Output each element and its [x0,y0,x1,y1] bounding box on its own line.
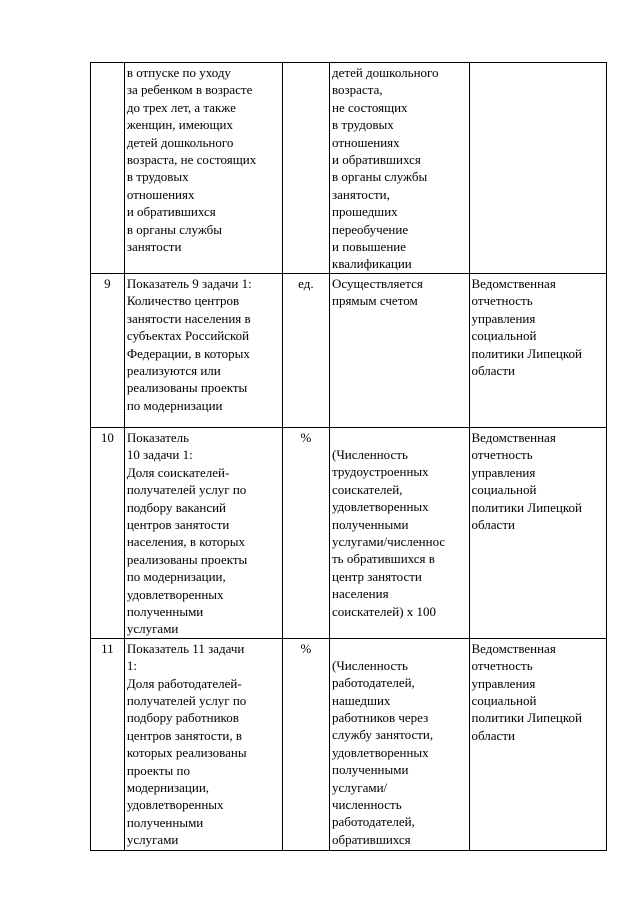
cell-text-line: управления [471,464,536,480]
cell-text-line: субъектах Российской [126,328,250,344]
row-number-cell [91,273,125,427]
indicators-table [90,62,607,851]
calculation-method-cell [330,273,470,427]
cell-text-line: удовлетворенных [126,586,224,602]
cell-text-line: (Численность [332,657,408,673]
cell-text-line: не состоящих [332,99,408,115]
cell-text-line: Показатель [126,429,190,445]
cell-text-line: реализуются или [126,362,221,378]
cell-text: % [300,429,312,445]
cell-text-line: численность [332,797,402,812]
cell-text-line: управления [471,675,536,691]
cell-text-line: работодателей, [332,675,415,691]
cell-text-line: возраста, не состоящих [126,152,257,168]
cell-text-line: в отпуске по уходу [126,65,231,80]
indicator-name-cell [124,63,282,274]
cell-text-line: отчетность [471,447,533,463]
cell-text-line: в трудовых [126,169,189,185]
calculation-method-cell [330,63,470,274]
table-row [91,638,607,850]
cell-text-line: соискателей, [332,481,403,497]
table-row [91,63,607,274]
cell-text-line: центров занятости [126,516,230,532]
cell-text-line: получателей услуг по [126,692,247,708]
cell-text: 11 [101,640,114,656]
cell-text-line: занятости [126,239,182,255]
cell-text-line: услугами/численнос [332,533,446,549]
data-source-cell [469,427,607,638]
cell-text-line: отчетность [471,293,533,309]
cell-text-line: и повышение [332,239,407,255]
cell-text-line: Доля соискателей- [126,464,230,480]
cell-text-line: области [471,516,515,532]
cell-text-line: квалификации [332,256,412,272]
unit-cell [282,427,329,638]
cell-text-line: проекты по [126,762,190,778]
cell-text-line: ть обратившихся в [332,551,435,567]
calculation-method-cell [330,638,470,850]
cell-text-line: занятости населения в [126,310,251,326]
cell-text: ед. [298,275,314,291]
cell-text-line: отчетность [471,658,533,674]
cell-text-line: области [471,362,515,378]
spacer [332,640,467,657]
cell-text-line: подбору работников [126,710,239,726]
unit-cell [282,273,329,427]
cell-text-line: полученными [332,516,409,532]
cell-text-line: политики Липецкой [471,345,582,361]
cell-text-line: подбору вакансий [126,499,227,515]
cell-text-line: за ребенком в возрасте [126,82,253,98]
cell-text-line: услугами [126,621,179,637]
cell-text-line: детей дошкольного [126,134,234,150]
cell-text-line: и обратившихся [332,152,421,168]
cell-text-line: полученными [126,814,204,830]
cell-text-line: получателей услуг по [126,482,247,498]
cell-text-line: области [471,727,515,743]
row-number-cell [91,638,125,850]
cell-text-line: Федерации, в которых [126,345,250,361]
cell-text-line: социальной [471,328,537,344]
cell-text-line: услугами [126,832,179,848]
cell-text-line: полученными [126,603,204,619]
cell-text-line: социальной [471,692,537,708]
cell-text-line: по модернизации, [126,569,226,585]
cell-text-line: центр занятости [332,568,422,584]
cell-text-line: прямым счетом [332,293,418,309]
cell-text-line: реализованы проекты [126,551,248,567]
cell-text: % [300,640,312,656]
table-row [91,273,607,427]
cell-text-line: в органы службы [332,169,428,185]
cell-text-line: удовлетворенных [126,797,224,813]
cell-text-line: в органы службы [126,221,223,237]
cell-text-line: политики Липецкой [471,499,582,515]
cell-text-line: соискателей) х 100 [332,603,437,619]
cell-text-line: 1: [126,658,137,674]
cell-text-line: модернизации, [126,780,210,795]
cell-text-line: нашедших [332,692,391,708]
cell-text-line: Ведомственная [471,275,556,291]
cell-text-line: управления [471,310,536,326]
cell-text-line: социальной [471,482,537,498]
calculation-method-cell [330,427,470,638]
cell-text-line: Показатель 9 задачи 1: [126,275,252,291]
cell-text-line: удовлетворенных [332,744,429,760]
cell-text-line: трудоустроенных [332,464,429,480]
table-row [91,427,607,638]
cell-text-line: до трех лет, а также [126,99,236,115]
cell-text-line: и обратившихся [126,204,216,220]
cell-text-line: центров занятости, в [126,727,242,743]
cell-text-line: услугами/ [332,779,388,795]
cell-text-line: в трудовых [332,117,394,133]
cell-text-line: населения [332,586,389,602]
cell-text-line: удовлетворенных [332,499,429,515]
cell-text-line: Показатель 11 задачи [126,640,245,656]
row-number-cell [91,427,125,638]
indicators-table-body [91,63,607,851]
cell-text-line: полученными [332,762,409,778]
cell-text-line: возраста, [332,82,383,98]
cell-text-line: 10 задачи 1: [126,447,193,463]
row-number-cell [91,63,125,274]
cell-text-line: реализованы проекты [126,380,248,396]
data-source-cell [469,638,607,850]
cell-text-line: работников через [332,709,429,725]
cell-text-line: (Численность [332,446,408,462]
cell-text-line: службу занятости, [332,727,434,743]
indicator-name-cell [124,427,282,638]
cell-text-line: Осуществляется [332,275,423,291]
unit-cell [282,63,329,274]
cell-text-line: Доля работодателей- [126,675,242,691]
cell-text-line: женщин, имеющих [126,117,233,133]
data-source-cell [469,63,607,274]
cell-text-line: переобучение [332,221,409,237]
cell-text-line: Ведомственная [471,429,556,445]
cell-text-line: отношениях [332,134,400,150]
cell-text-line: обратившихся [332,831,411,847]
cell-text: 10 [100,429,114,445]
indicator-name-cell [124,638,282,850]
indicator-name-cell [124,273,282,427]
cell-text-line: Количество центров [126,293,240,309]
cell-text-line: прошедших [332,204,398,220]
data-source-cell [469,273,607,427]
cell-text-line: отношениях [126,186,195,202]
cell-text-line: детей дошкольного [332,65,439,80]
cell-text: 9 [104,275,111,291]
cell-text-line: политики Липецкой [471,710,582,726]
cell-text-line: Ведомственная [471,640,556,656]
cell-text-line: занятости, [332,186,390,202]
spacer [332,429,467,446]
unit-cell [282,638,329,850]
cell-text-line: по модернизации [126,397,223,413]
cell-text-line: населения, в которых [126,534,246,550]
cell-text-line: работодателей, [332,814,415,830]
cell-text-line: которых реализованы [126,745,247,761]
